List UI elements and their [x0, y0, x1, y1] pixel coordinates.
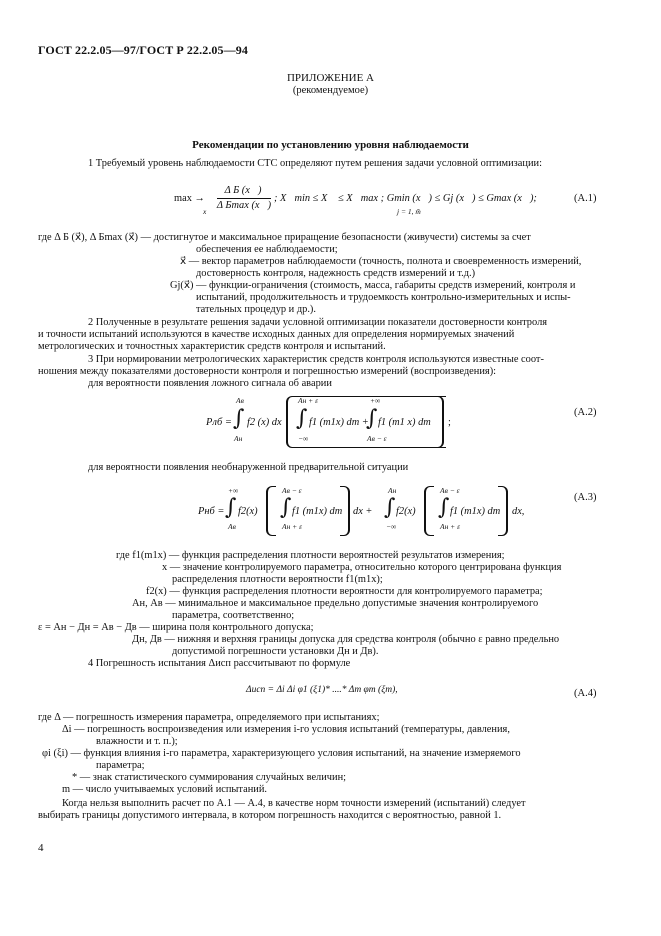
eq-a2-integral-3: ∫	[366, 406, 378, 431]
paragraph-4: 4 Погрешность испытания Δисп рассчитывают по формуле	[88, 658, 351, 669]
where3-line-3: влажности и т. п.);	[96, 736, 178, 747]
eq-a3-limit-top-1: +∞	[228, 486, 239, 495]
where1-line-1: где Δ Б (x⃗), Δ Бmax (x⃗) — достигнутое и максимальное приращение безопасности (живучести) системы за счет	[38, 232, 531, 243]
eq-a3-middle: dx +	[353, 506, 373, 517]
eq-a3-left-brace-1	[266, 486, 276, 536]
appendix-subtitle: (рекомендуемое)	[292, 85, 369, 96]
eq-a1-numerator: Δ Б (x⃗)	[224, 185, 262, 196]
eq-a3-integral-3: ∫	[384, 495, 396, 520]
paragraph-1: 1 Требуемый уровень наблюдаемости СТС определяют путем решения задачи условной оптимизации:	[88, 158, 542, 169]
eq-a3-tail: dx,	[512, 506, 525, 517]
paragraph-3-line-3: для вероятности появления ложного сигнала об аварии	[88, 378, 332, 389]
eq-a3-term-4: f1 (m1x) dm	[450, 506, 501, 517]
eq-a3-limit-bottom-1: Aв	[228, 522, 236, 531]
eq-a2-lhs: Pлб =	[206, 417, 232, 428]
section-title: Рекомендации по установлению уровня наблюдаемости	[192, 139, 469, 151]
eq-a3-limit-bottom-3: −∞	[386, 522, 397, 531]
where1-line-2: обеспечения ее наблюдаемости;	[196, 244, 338, 255]
eq-a1-fraction-bar	[217, 198, 271, 199]
eq-a1-left-sub: x	[203, 207, 207, 216]
eq-a3-integral-1: ∫	[225, 495, 237, 520]
eq-a2-limit-top-1: Aв	[236, 396, 244, 405]
where2-line-5: Aн, Aв — минимальное и максимальное предельно допустимые значения контролируемого	[132, 598, 539, 609]
paragraph-2-line-2: и точности испытаний используются в качестве исходных данных для определения нормируемых значений	[38, 329, 515, 340]
where1-line-7: тательных процедур и др.).	[196, 304, 316, 315]
where2-line-4: f2(x) — функция распределения плотности вероятности для контролируемого параметра;	[146, 586, 543, 597]
eq-a3-term-2: f1 (m1x) dm	[292, 506, 343, 517]
eq-a4-body: Δисп = Δi Δi φ1 (ξ1)* ....* Δm φm (ξm),	[246, 685, 398, 695]
eq-a3-lhs: Pнб =	[198, 506, 225, 517]
eq-a3-limit-top-3: Aн	[388, 486, 397, 495]
eq-a2-limit-top-3: +∞	[370, 396, 381, 405]
paragraph-5-line-1: Когда нельзя выполнить расчет по А.1 — А.4, в качестве норм точности измерений (испытаний) следует	[62, 798, 526, 809]
paragraph-3-line-1: 3 При нормировании метрологических характеристик средств контроля используются известные соот-	[88, 354, 544, 365]
eq-a2-number: (А.2)	[574, 407, 597, 418]
eq-a2-integral-1: ∫	[233, 406, 245, 431]
paragraph-2-line-1: 2 Полученные в результате решения задачи условной оптимизации показатели достоверности контроля	[88, 317, 548, 328]
eq-a1-denominator: Δ Бmax (x⃗)	[216, 200, 272, 211]
where2-line-8: Дн, Дв — нижняя и верхняя границы допуска для средства контроля (обычно ε равно предельно	[132, 634, 560, 645]
eq-a3-term-3: f2(x)	[396, 506, 416, 517]
where3-line-4: φi (ξi) — функция влияния i-го параметра, характеризующего условия испытаний, на значение измеряемого	[42, 748, 521, 759]
eq-a3-integral-2: ∫	[280, 495, 292, 520]
paragraph-a3-intro: для вероятности появления необнаруженной предварительной ситуации	[88, 462, 409, 473]
where3-line-6: * — знак статистического суммирования случайных величин;	[72, 772, 347, 783]
eq-a1-number: (А.1)	[574, 193, 597, 204]
eq-a2-integral-2: ∫	[296, 406, 308, 431]
eq-a2-term-1: f2 (x) dx	[247, 417, 282, 428]
eq-a1-left: max →	[174, 193, 205, 204]
eq-a4-number: (А.4)	[574, 688, 597, 699]
where3-line-5: параметра;	[96, 760, 145, 771]
eq-a3-limit-top-4: Aв − ε	[440, 486, 460, 495]
eq-a3-integral-4: ∫	[438, 495, 450, 520]
where1-line-4: достоверность контроля, надежность средств измерений и т.д.)	[196, 268, 476, 279]
where1-line-5: Gj(x⃗) — функции-ограничения (стоимость, масса, габариты средств измерений, контроля и	[170, 280, 576, 291]
paragraph-3-line-2: ношения между показателями достоверности контроля и погрешностью измерений (воспроизведения):	[38, 366, 497, 377]
eq-a3-right-brace-2	[498, 486, 508, 536]
eq-a2-limit-bottom-2: −∞	[298, 434, 309, 443]
page-number: 4	[38, 842, 44, 854]
appendix-title: ПРИЛОЖЕНИЕ А	[286, 72, 374, 84]
where2-line-3: распределения плотности вероятности f1(m1x);	[172, 574, 383, 585]
eq-a3-term-1: f2(x)	[238, 506, 258, 517]
eq-a2-limit-bottom-3: Aв − ε	[367, 434, 387, 443]
eq-a2-term-2: f1 (m1x) dm +	[309, 417, 369, 428]
where1-line-3: x⃗ — вектор параметров наблюдаемости (точность, полнота и своевременность измерений,	[180, 256, 582, 267]
eq-a1-index-range: j = 1, m̄	[397, 207, 421, 216]
paragraph-5-line-2: выбирать границы допустимого интервала, в котором погрешность находится с вероятностью, равной 1.	[38, 810, 502, 821]
eq-a3-number: (А.3)	[574, 492, 597, 503]
where2-line-2: x — значение контролируемого параметра, относительно которого центрирована функция	[162, 562, 562, 573]
eq-a2-term-3: f1 (m1 x) dm	[378, 417, 431, 428]
where2-line-9: допустимой погрешности установки Дн и Дв).	[172, 646, 379, 657]
eq-a2-limit-top-2: Aн + ε	[298, 396, 319, 405]
eq-a3-limit-bottom-2: Aн + ε	[282, 522, 303, 531]
where2-line-1: где f1(m1x) — функция распределения плотности вероятностей результатов измерения;	[116, 550, 505, 561]
where1-line-6: испытаний, продолжительность и трудоемкость контрольно-измерительных и испы-	[196, 292, 571, 303]
eq-a1-constraints: ; X⃗min ≤ X⃗ ≤ X⃗max ; Gmin (x⃗) ≤ Gj (x⃗) ≤ Gmax (x⃗);	[274, 193, 537, 204]
eq-a3-limit-bottom-4: Aн + ε	[440, 522, 461, 531]
paragraph-2-line-3: метрологических и точностных характеристик средств контроля и испытаний.	[38, 341, 386, 352]
eq-a2-tail: ;	[448, 417, 451, 428]
eq-a3-limit-top-2: Aв − ε	[282, 486, 302, 495]
where3-line-1: где Δ — погрешность измерения параметра, определяемого при испытаниях;	[38, 712, 380, 723]
where3-line-2: Δi — погрешность воспроизведения или измерения i-го условия испытаний (температуры, давления,	[62, 724, 510, 735]
eq-a2-right-brace	[432, 396, 444, 448]
where3-line-7: m — число учитываемых условий испытаний.	[62, 784, 267, 795]
where2-line-6: параметра, соответственно;	[172, 610, 295, 621]
where2-line-7: ε = Aн − Дн = Ав − Дв — ширина поля контрольного допуска;	[38, 622, 314, 633]
eq-a3-right-brace-1	[340, 486, 350, 536]
eq-a2-limit-bottom-1: Aн	[234, 434, 243, 443]
eq-a3-left-brace-2	[424, 486, 434, 536]
document-header: ГОСТ 22.2.05—97/ГОСТ Р 22.2.05—94	[38, 43, 248, 57]
